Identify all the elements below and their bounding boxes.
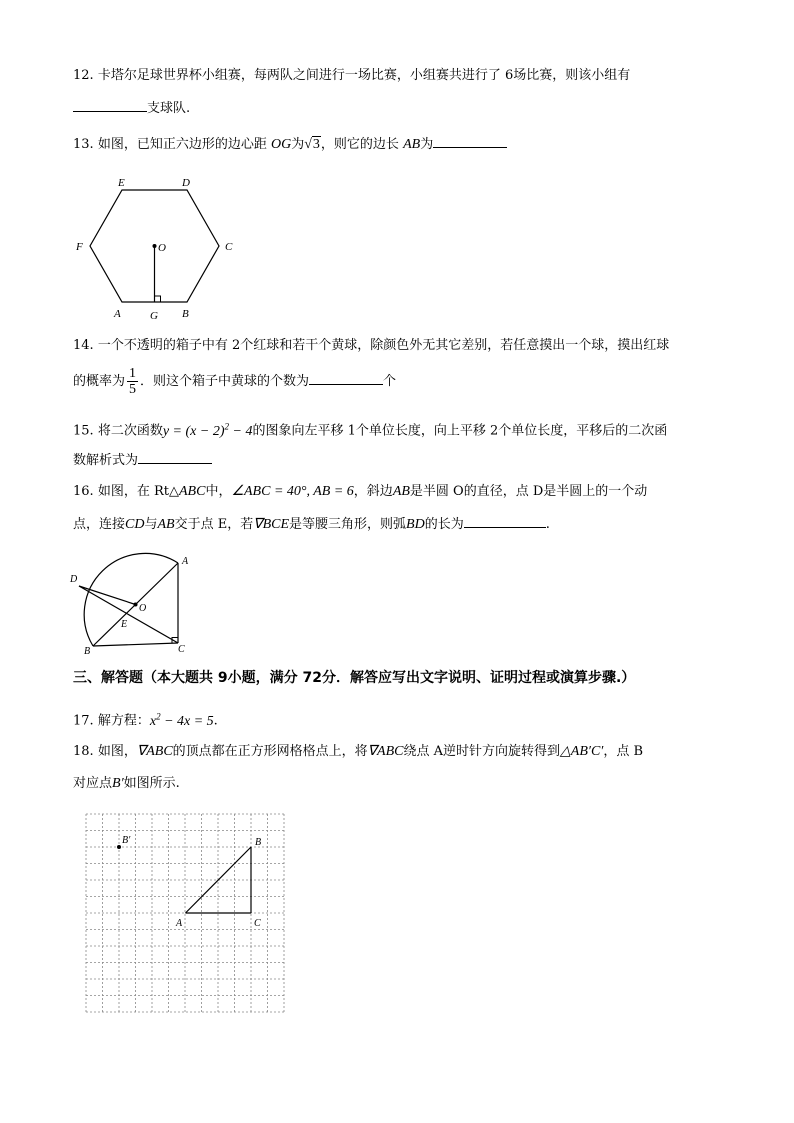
q14-frac-den: 5 [129, 382, 137, 397]
q12-text: 卡塔尔足球世界杯小组赛，每两队之间进行一场比赛，小组赛共进行了 6场比赛，则该小组有 [97, 68, 631, 83]
q16-number: 16. [73, 484, 94, 499]
label-c: C [178, 644, 185, 655]
q13-text-4: 为 [420, 137, 434, 152]
q15-formula-tail: − 4 [229, 423, 253, 439]
center-point-o [134, 603, 138, 607]
q14-answer-blank[interactable] [309, 371, 383, 385]
q16-text-4: 是半圆 O的直径，点 D是半圆上的一个动 [409, 484, 648, 499]
q16-text-1: 如图，在 Rt△ [97, 484, 179, 499]
q14-number: 14. [73, 338, 94, 353]
label-d: D [182, 177, 190, 189]
center-point [153, 244, 157, 248]
label-c: C [225, 241, 233, 253]
q17-eq-exp: 2 [156, 711, 161, 721]
q13-text-3: ，则它的边长 [320, 137, 399, 152]
q18-line1 [73, 742, 643, 762]
side-bc [93, 643, 178, 646]
q18-text-2: 的顶点都在正方形网格格点上，将 [172, 744, 368, 759]
q18-tri: ∇ABC [136, 744, 173, 759]
q16-line1 [73, 482, 647, 502]
segment-cd [79, 586, 178, 643]
q16-text-6: 与 [144, 517, 158, 532]
q13-number: 13. [73, 137, 94, 152]
label-c: C [254, 918, 261, 929]
label-f: F [76, 241, 83, 253]
q14-text-3: ．则这个箱子中黄球的个数为 [140, 374, 310, 389]
label-o: O [139, 603, 147, 614]
semicircle-arc [84, 553, 178, 646]
q14-frac-num: 1 [129, 366, 137, 381]
q15-line2 [73, 450, 212, 471]
q16-tri: ∇BCE [253, 517, 290, 532]
q13-answer-blank[interactable] [433, 134, 507, 148]
q17-equation [149, 711, 214, 729]
q17-end: . [213, 713, 218, 729]
section-3-heading: 三、解答题（本大题共 9小题，满分 72分．解答应写出文字说明、证明过程或演算步骤.） [73, 670, 636, 686]
label-b: B [255, 837, 262, 848]
label-a: A [182, 556, 189, 567]
q16-ab: AB [392, 484, 410, 499]
q12-number: 12. [73, 68, 94, 83]
q14-line2 [73, 366, 396, 397]
grid-figure [80, 810, 290, 1020]
q15-formula-main: y = (x − 2) [162, 423, 225, 439]
q16-ab2: AB [157, 517, 175, 532]
q15-text-3: 数解析式为 [73, 453, 139, 468]
q12-text-end: 支球队. [147, 101, 191, 116]
q15-answer-blank[interactable] [138, 450, 212, 464]
q18-text-1: 如图， [97, 744, 137, 759]
q18-bprime: B′ [112, 776, 124, 791]
q15-text-1: 将二次函数 [97, 423, 163, 439]
q16-text-7: 交于点 E，若 [174, 517, 254, 532]
q13-og: OG [270, 137, 292, 152]
q16-text-5: 点，连接 [73, 517, 126, 532]
q16-line2 [73, 514, 550, 535]
semicircle-figure [68, 542, 198, 657]
q16-angle: ∠ABC = 40°, AB = 6 [231, 484, 354, 499]
label-d: D [70, 574, 78, 585]
label-a: A [176, 918, 183, 929]
point-b-prime [117, 845, 121, 849]
q13-root: 3 [312, 137, 320, 152]
q18-text-6: 如图所示. [123, 776, 180, 791]
q16-text-3: ，斜边 [353, 484, 393, 499]
q16-bd: BD [406, 517, 425, 532]
q16-answer-blank[interactable] [464, 514, 546, 528]
q15-formula [162, 421, 253, 439]
q18-text-4: ，点 B [603, 744, 644, 759]
q14-text-1: 一个不透明的箱子中有 2个红球和若干个黄球，除颜色外无其它差别，若任意摸出一个球，摸出红球 [97, 338, 670, 353]
label-e: E [121, 619, 128, 630]
label-b: B [182, 308, 189, 320]
q13-ab: AB [403, 137, 421, 152]
q18-line2 [73, 774, 180, 794]
q17-line [73, 706, 218, 732]
q13-text-1: 如图，已知正六边形的边心距 [97, 137, 267, 152]
q16-cd: CD [125, 517, 145, 532]
q12-line1 [73, 66, 630, 86]
hexagon-figure [70, 170, 245, 325]
q14-text-2: 的概率为 [73, 374, 126, 389]
q14-line1 [73, 336, 669, 356]
label-b-prime: B′ [122, 835, 131, 846]
q17-eq-a: x [149, 713, 157, 729]
label-g: G [150, 310, 158, 322]
q16-end: . [545, 517, 550, 532]
label-b: B [84, 646, 91, 657]
q18-tri3: △AB′C′ [560, 744, 604, 759]
q17-text: 解方程： [97, 713, 150, 729]
q18-text-3: 绕点 A逆时针方向旋转得到 [403, 744, 561, 759]
q12-answer-blank[interactable] [73, 98, 147, 112]
q17-number: 17. [73, 713, 94, 729]
q14-text-4: 个 [383, 374, 397, 389]
q17-eq-b: − 4x = 5 [160, 713, 214, 729]
q14-fraction [127, 366, 138, 397]
label-o: O [158, 242, 166, 254]
q16-text-8: 是等腰三角形，则弧 [289, 517, 407, 532]
q18-tri2: ∇ABC [367, 744, 404, 759]
q15-number: 15. [73, 423, 94, 439]
q13-sqrt: √3 [304, 137, 320, 152]
q13-text-2: 为 [291, 137, 305, 152]
q16-text-9: 的长为 [424, 517, 464, 532]
q15-line1 [73, 416, 667, 442]
label-e: E [118, 177, 125, 189]
q16-abc: ABC [178, 484, 206, 499]
q18-number: 18. [73, 744, 94, 759]
q13-line [73, 134, 507, 155]
q12-line2 [73, 98, 190, 119]
q16-text-2: 中， [205, 484, 232, 499]
q18-text-5: 对应点 [73, 776, 113, 791]
q15-text-2: 的图象向左平移 1个单位长度，向上平移 2个单位长度，平移后的二次函 [252, 423, 668, 439]
label-a: A [114, 308, 121, 320]
right-angle-mark [155, 296, 161, 302]
q15-exponent: 2 [224, 421, 229, 431]
